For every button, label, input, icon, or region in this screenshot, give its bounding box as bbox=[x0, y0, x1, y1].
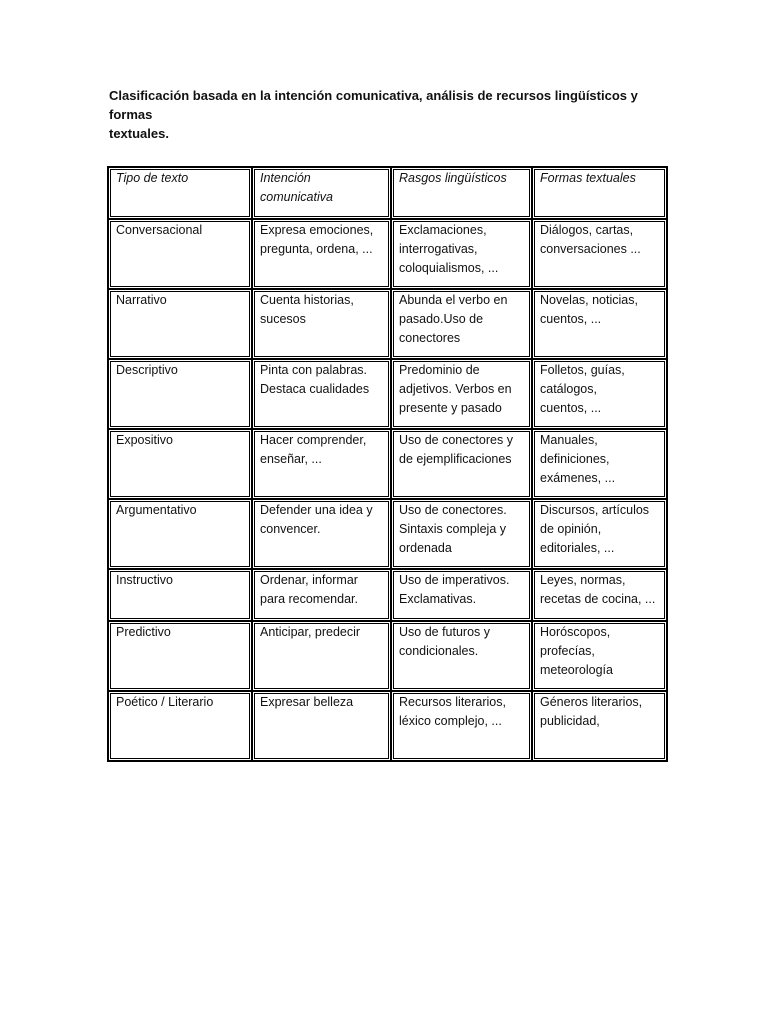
header-intencion-comunicativa bbox=[252, 167, 391, 219]
cell-text-line: Horóscopos, bbox=[540, 625, 611, 639]
cell-text-line: recetas de cocina, ... bbox=[540, 592, 656, 606]
formas-cell bbox=[532, 569, 667, 621]
cell-text-line: Discursos, artículos bbox=[540, 503, 650, 517]
cell-text-line: Anticipar, predecir bbox=[260, 625, 361, 639]
intencion-cell bbox=[252, 429, 391, 499]
heading-line-2: textuales. bbox=[109, 126, 169, 141]
rasgos-cell bbox=[391, 621, 532, 691]
header-text-line: Formas textuales bbox=[540, 171, 636, 185]
intencion-cell bbox=[252, 621, 391, 691]
header-rasgos-linguisticos bbox=[391, 167, 532, 219]
cell-text-line: publicidad, bbox=[540, 714, 600, 728]
intencion-cell bbox=[252, 289, 391, 359]
header-text-line: Intención bbox=[260, 171, 311, 185]
cell-text-line: definiciones, bbox=[540, 452, 610, 466]
cell-text-line: editoriales, ... bbox=[540, 541, 615, 555]
classification-table-container bbox=[107, 166, 666, 762]
header-tipo-de-texto bbox=[108, 167, 252, 219]
table-row bbox=[108, 219, 667, 289]
header-text-line: comunicativa bbox=[260, 190, 333, 204]
cell-text-line: profecías, bbox=[540, 644, 595, 658]
cell-text-line: catálogos, bbox=[540, 382, 597, 396]
formas-cell bbox=[532, 359, 667, 429]
cell-text-line: Sintaxis compleja y bbox=[399, 522, 506, 536]
cell-text-line: exámenes, ... bbox=[540, 471, 616, 485]
tipo-cell bbox=[108, 691, 252, 761]
cell-text-line: coloquialismos, ... bbox=[399, 261, 499, 275]
cell-text-line: de ejemplificaciones bbox=[399, 452, 512, 466]
intencion-cell bbox=[252, 219, 391, 289]
table-row bbox=[108, 289, 667, 359]
tipo-cell bbox=[108, 219, 252, 289]
rasgos-cell bbox=[391, 569, 532, 621]
cell-text-line: Novelas, noticias, bbox=[540, 293, 638, 307]
cell-text-line: Poético / Literario bbox=[116, 695, 214, 709]
formas-cell bbox=[532, 499, 667, 569]
rasgos-cell bbox=[391, 289, 532, 359]
tipo-cell bbox=[108, 621, 252, 691]
tipo-cell bbox=[108, 429, 252, 499]
table-row bbox=[108, 429, 667, 499]
header-formas-textuales bbox=[532, 167, 667, 219]
cell-text-line: Diálogos, cartas, bbox=[540, 223, 634, 237]
cell-text-line: Predominio de bbox=[399, 363, 480, 377]
classification-table bbox=[107, 166, 668, 762]
cell-text-line: Expresa emociones, bbox=[260, 223, 374, 237]
cell-text-line: para recomendar. bbox=[260, 592, 358, 606]
header-text-line: Rasgos lingüísticos bbox=[399, 171, 507, 185]
cell-text-line: conversaciones ... bbox=[540, 242, 641, 256]
formas-cell bbox=[532, 219, 667, 289]
cell-text-line: Cuenta historias, bbox=[260, 293, 354, 307]
cell-text-line: sucesos bbox=[260, 312, 306, 326]
heading-line-1: Clasificación basada en la intención comunicativa, análisis de recursos lingüísticos y formas bbox=[109, 88, 638, 122]
cell-text-line: Manuales, bbox=[540, 433, 598, 447]
tipo-cell bbox=[108, 499, 252, 569]
intencion-cell bbox=[252, 569, 391, 621]
cell-text-line: de opinión, bbox=[540, 522, 602, 536]
cell-text-line: Destaca cualidades bbox=[260, 382, 370, 396]
cell-text-line: interrogativas, bbox=[399, 242, 478, 256]
cell-text-line: Narrativo bbox=[116, 293, 167, 307]
cell-text-line: pasado.Uso de bbox=[399, 312, 484, 326]
cell-text-line: cuentos, ... bbox=[540, 401, 602, 415]
cell-text-line: presente y pasado bbox=[399, 401, 502, 415]
cell-text-line: Folletos, guías, bbox=[540, 363, 625, 377]
intencion-cell bbox=[252, 691, 391, 761]
cell-text-line: enseñar, ... bbox=[260, 452, 322, 466]
cell-text-line: condicionales. bbox=[399, 644, 479, 658]
document-heading bbox=[109, 86, 669, 143]
intencion-cell bbox=[252, 359, 391, 429]
table-header-row bbox=[108, 167, 667, 219]
cell-text-line: Uso de conectores y bbox=[399, 433, 513, 447]
cell-text-line: Predictivo bbox=[116, 625, 171, 639]
intencion-cell bbox=[252, 499, 391, 569]
rasgos-cell bbox=[391, 429, 532, 499]
cell-text-line: Expresar belleza bbox=[260, 695, 354, 709]
cell-text-line: Leyes, normas, bbox=[540, 573, 626, 587]
cell-text-line: Hacer comprender, bbox=[260, 433, 367, 447]
cell-text-line: pregunta, ordena, ... bbox=[260, 242, 373, 256]
tipo-cell bbox=[108, 359, 252, 429]
cell-text-line: meteorología bbox=[540, 663, 613, 677]
cell-text-line: Exclamativas. bbox=[399, 592, 477, 606]
formas-cell bbox=[532, 429, 667, 499]
cell-text-line: Abunda el verbo en bbox=[399, 293, 508, 307]
rasgos-cell bbox=[391, 219, 532, 289]
header-text-line: Tipo de texto bbox=[116, 171, 189, 185]
formas-cell bbox=[532, 621, 667, 691]
formas-cell bbox=[532, 289, 667, 359]
cell-text-line: Uso de imperativos. bbox=[399, 573, 510, 587]
cell-text-line: Instructivo bbox=[116, 573, 173, 587]
cell-text-line: Uso de futuros y bbox=[399, 625, 491, 639]
rasgos-cell bbox=[391, 499, 532, 569]
cell-text-line: Conversacional bbox=[116, 223, 203, 237]
cell-text-line: Argumentativo bbox=[116, 503, 197, 517]
table-row bbox=[108, 621, 667, 691]
tipo-cell bbox=[108, 569, 252, 621]
cell-text-line: Recursos literarios, bbox=[399, 695, 506, 709]
formas-cell bbox=[532, 691, 667, 761]
table-row bbox=[108, 691, 667, 761]
cell-text-line: convencer. bbox=[260, 522, 321, 536]
tipo-cell bbox=[108, 289, 252, 359]
cell-text-line: adjetivos. Verbos en bbox=[399, 382, 512, 396]
cell-text-line: Géneros literarios, bbox=[540, 695, 643, 709]
rasgos-cell bbox=[391, 359, 532, 429]
cell-text-line: cuentos, ... bbox=[540, 312, 602, 326]
cell-text-line: Uso de conectores. bbox=[399, 503, 507, 517]
cell-text-line: Expositivo bbox=[116, 433, 173, 447]
table-row bbox=[108, 569, 667, 621]
cell-text-line: Ordenar, informar bbox=[260, 573, 358, 587]
cell-text-line: Exclamaciones, bbox=[399, 223, 487, 237]
cell-text-line: Defender una idea y bbox=[260, 503, 373, 517]
cell-text-line: léxico complejo, ... bbox=[399, 714, 502, 728]
rasgos-cell bbox=[391, 691, 532, 761]
cell-text-line: Pinta con palabras. bbox=[260, 363, 368, 377]
table-row bbox=[108, 499, 667, 569]
cell-text-line: Descriptivo bbox=[116, 363, 178, 377]
cell-text-line: conectores bbox=[399, 331, 461, 345]
cell-text-line: ordenada bbox=[399, 541, 452, 555]
table-row bbox=[108, 359, 667, 429]
